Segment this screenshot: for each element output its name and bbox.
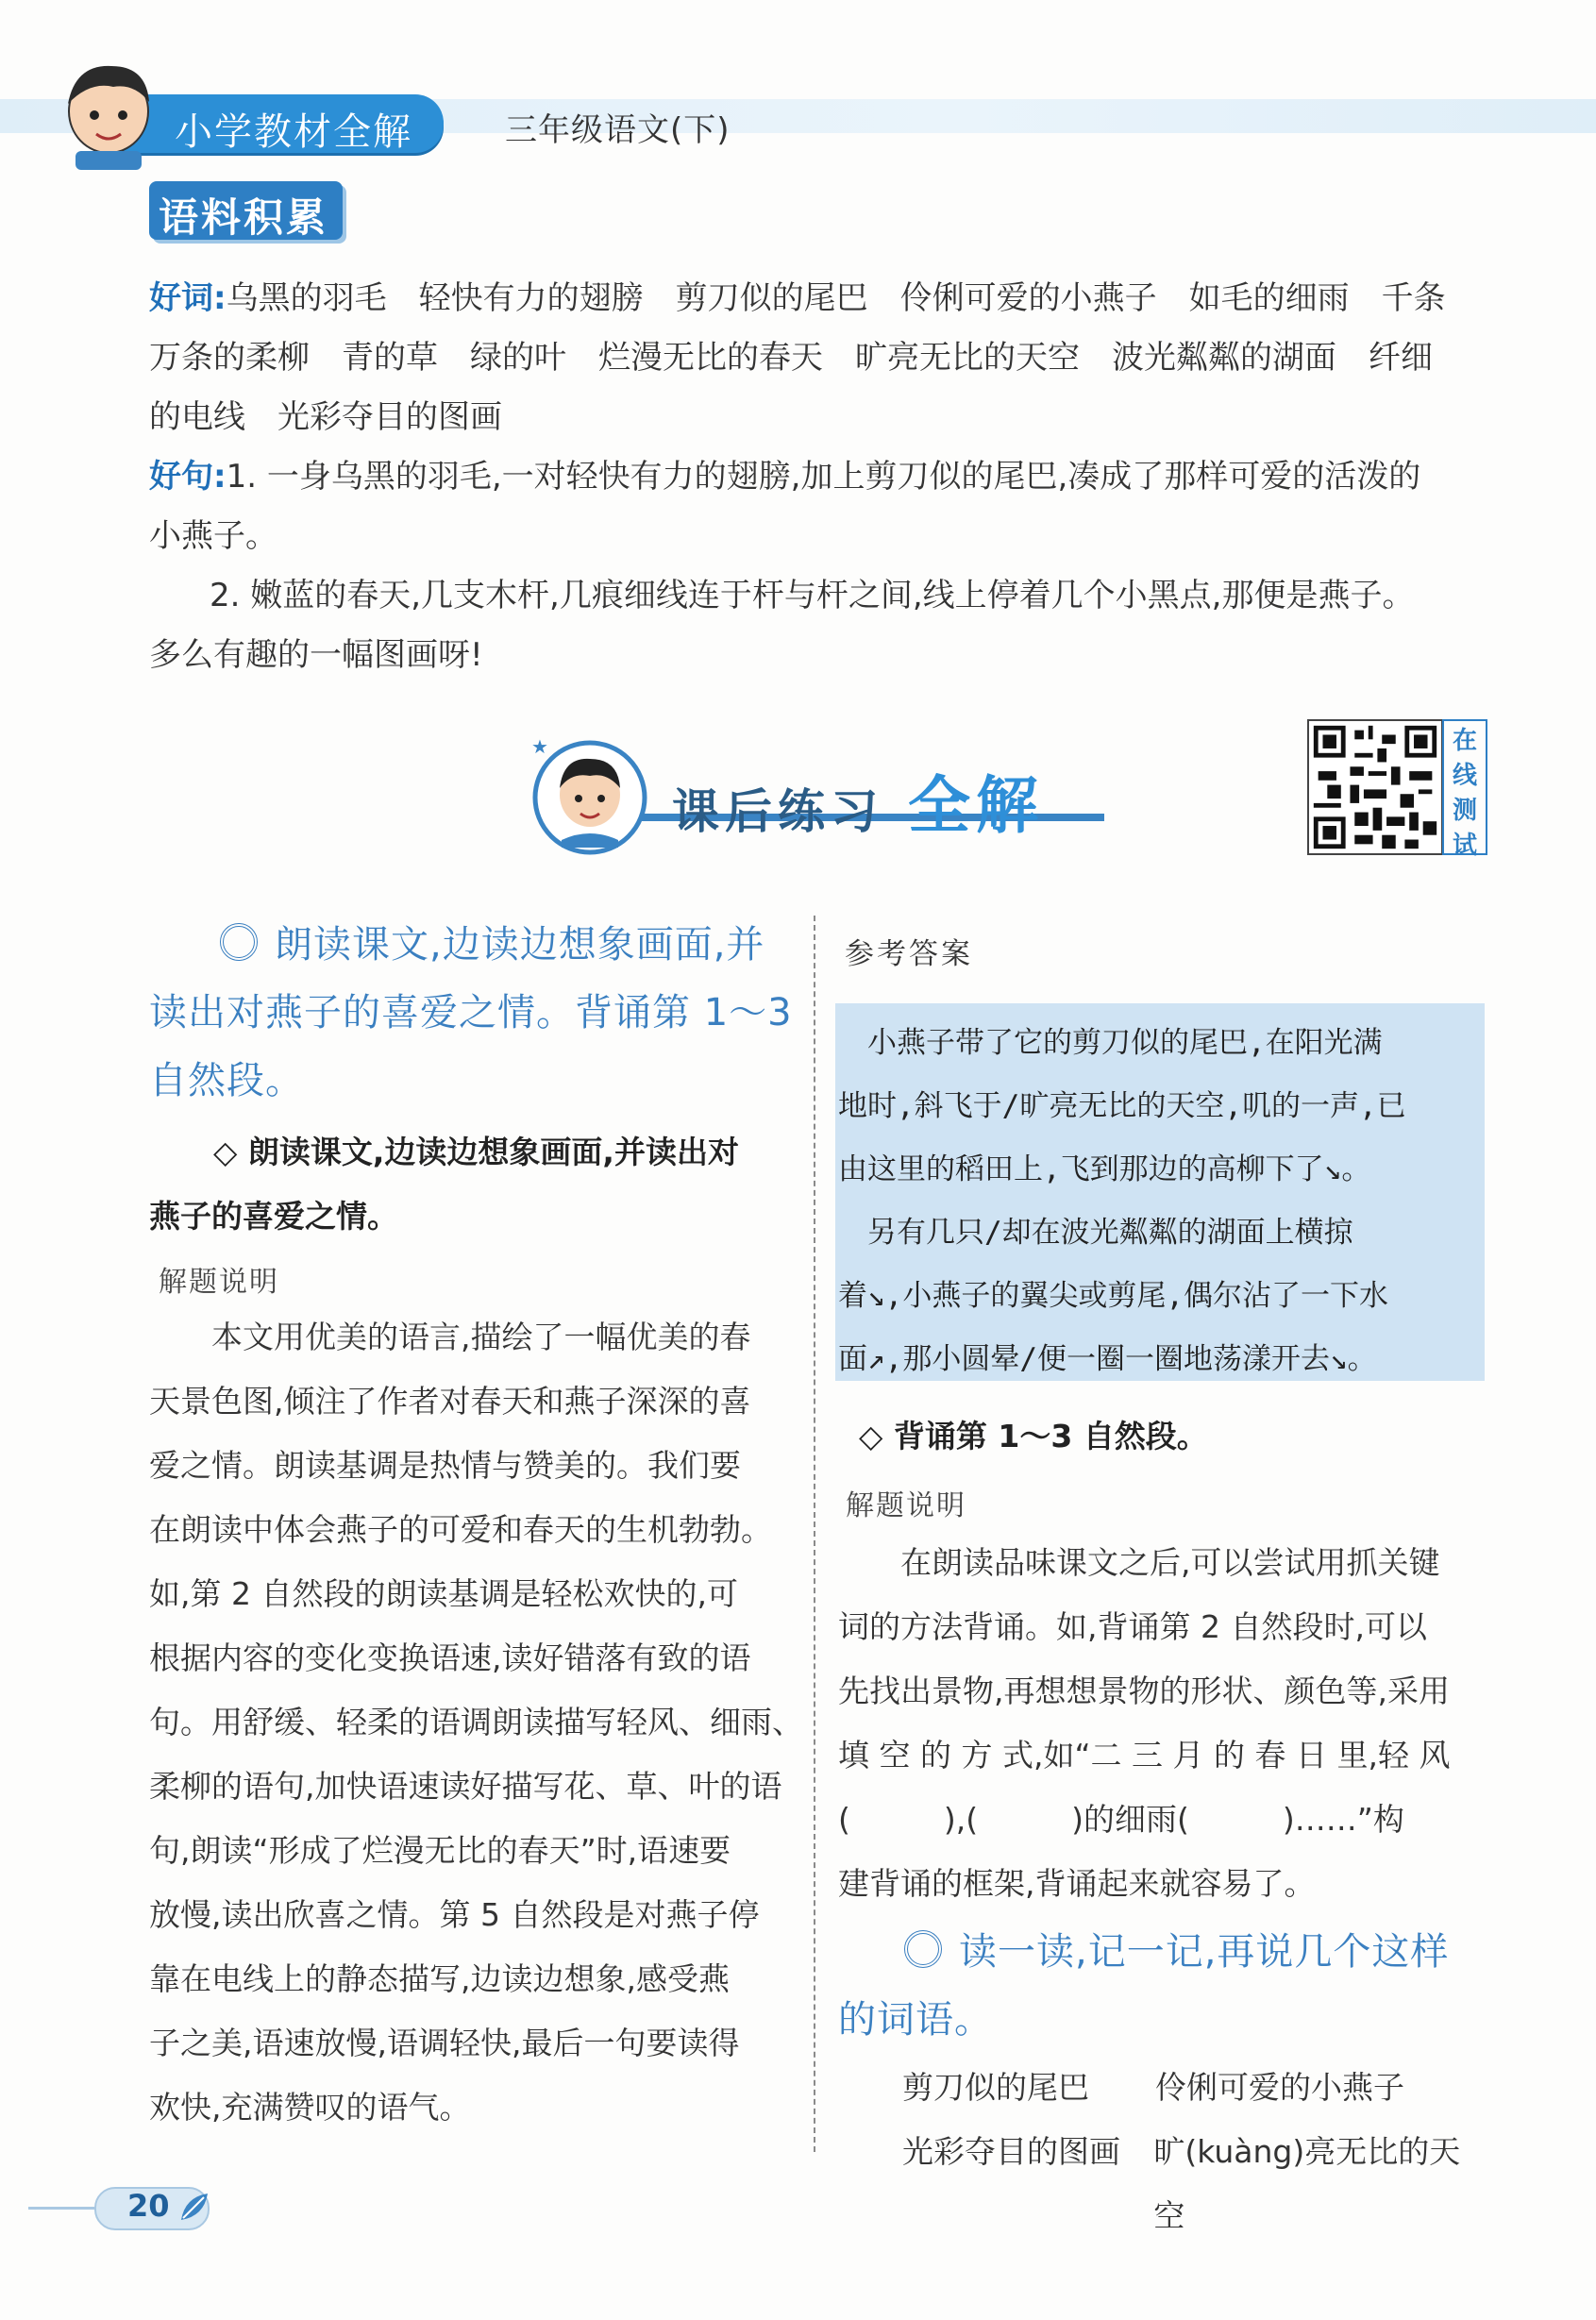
question-2-heading [838, 1918, 1489, 1986]
question-text: 的词语。 [838, 1998, 993, 2042]
svg-text:★: ★ [531, 736, 548, 758]
word-item: 光彩夺目的图画 [902, 2133, 1120, 2170]
explain-label: 解题说明 [846, 1489, 966, 1522]
explain-label: 解题说明 [159, 1266, 279, 1299]
left-column [149, 911, 810, 2140]
explanation-line: ( ),( )的细雨( )……”构 [838, 1801, 1404, 1838]
online-test-label[interactable] [1442, 719, 1487, 860]
explanation-line: 在朗读中体会燕子的可爱和春天的生机勃勃。 [149, 1511, 772, 1548]
sentence-text: 多么有趣的一幅图画呀! [149, 636, 483, 674]
good-sentences-label: 好句: [149, 458, 227, 496]
sub-question: 燕子的喜爱之情。 [149, 1198, 398, 1235]
grade-title: 三年级语文(下) [505, 111, 731, 149]
answer-line: 面↗,那小圆晕/便一圈一圈地荡漾开去↘。 [838, 1342, 1377, 1376]
explanation-line: 欢快,充满赞叹的语气。 [149, 2089, 471, 2126]
qr-code-icon[interactable] [1307, 719, 1443, 855]
good-sentences-line [149, 447, 1489, 507]
answer-label: 参考答案 [845, 937, 973, 971]
sentence-text: 2. 嫩蓝的春天,几支木杆,几痕细线连于杆与杆之间,线上停着几个小黑点,那便是燕子。 [210, 577, 1415, 614]
answer-text-block [838, 1012, 1489, 1391]
good-words-line [149, 269, 1489, 328]
word-row [838, 2056, 1489, 2120]
sentence-text: 小燕子。 [149, 517, 277, 555]
answer-line: 小燕子带了它的剪刀似的尾巴,在阳光满 [838, 1026, 1383, 1060]
right-column [838, 1404, 1489, 2248]
word-item: 剪刀似的尾巴 [902, 2069, 1089, 2106]
answer-line: 另有几只/却在波光粼粼的湖面上横掠 [838, 1216, 1353, 1250]
explanation-line: 放慢,读出欣喜之情。第 5 自然段是对燕子停 [149, 1896, 760, 1933]
explanation-line: 建背诵的框架,背诵起来就容易了。 [838, 1865, 1316, 1902]
word-item: 伶俐可爱的小燕子 [1155, 2069, 1404, 2106]
word-item: 旷(kuàng)亮无比的天空 [1153, 2133, 1461, 2234]
online-test-char: 试 [1452, 832, 1477, 860]
good-words-text: 乌黑的羽毛 轻快有力的翅膀 剪刀似的尾巴 伶俐可爱的小燕子 如毛的细雨 千条 [226, 279, 1446, 317]
explanation-line: 句,朗读“形成了烂漫无比的春天”时,语速要 [149, 1832, 731, 1869]
online-test-char: 在 [1452, 727, 1477, 755]
explanation-line: 句。用舒缓、轻柔的语调朗读描写轻风、细雨、 [149, 1704, 803, 1740]
exercise-title: 课后练习 [672, 784, 883, 839]
mascot-icon [47, 57, 170, 170]
question-text: 自然段。 [149, 1059, 304, 1102]
explanation-line: 根据内容的变化变换语速,读好错落有致的语 [149, 1639, 751, 1676]
question-text: 读一读,记一记,再说几个这样 [959, 1930, 1450, 1974]
online-test-char: 线 [1452, 762, 1477, 790]
explanation-line: 在朗读品味课文之后,可以尝试用抓关键 [838, 1544, 1440, 1581]
good-words-line: 的电线 光彩夺目的图画 [149, 398, 502, 436]
boy-avatar-icon [524, 736, 656, 859]
leaf-icon [177, 2190, 211, 2224]
question-text: 朗读课文,边读边想象画面,并 [275, 923, 765, 967]
online-test-char: 测 [1452, 797, 1477, 825]
answer-line: 由这里的稻田上,飞到那边的高柳下了↘。 [838, 1152, 1371, 1186]
explanation-line: 子之美,语速放慢,语调轻快,最后一句要读得 [149, 2025, 740, 2061]
explanation-line: 如,第 2 自然段的朗读基调是轻松欢快的,可 [149, 1575, 738, 1612]
word-row [838, 2120, 1489, 2248]
column-divider [814, 916, 815, 2152]
sentence-text: 1. 一身乌黑的羽毛,一对轻快有力的翅膀,加上剪刀似的尾巴,凑成了那样可爱的活泼的 [226, 458, 1421, 496]
explanation-line: 爱之情。朗读基调是热情与赞美的。我们要 [149, 1447, 741, 1484]
question-marker-icon [904, 1930, 942, 1968]
answer-line: 着↘,小燕子的翼尖或剪尾,偶尔沾了一下水 [838, 1279, 1388, 1313]
question-text: 读出对燕子的喜爱之情。背诵第 1～3 [149, 991, 793, 1034]
explanation-line: 先找出景物,再想想景物的形状、颜色等,采用 [838, 1673, 1450, 1709]
explanation-line: 天景色图,倾注了作者对春天和燕子深深的喜 [149, 1383, 751, 1420]
question-marker-icon [220, 923, 258, 961]
good-words-line: 万条的柔柳 青的草 绿的叶 烂漫无比的春天 旷亮无比的天空 波光粼粼的湖面 纤细 [149, 339, 1433, 377]
exercise-title-strong: 全解 [908, 769, 1044, 842]
answer-line: 地时,斜飞于/旷亮无比的天空,叽的一声,已 [838, 1089, 1406, 1123]
explanation-line: 本文用优美的语言,描绘了一幅优美的春 [149, 1319, 751, 1355]
question-1-heading [149, 911, 810, 979]
good-words-label: 好词: [149, 279, 227, 317]
explanation-line: 填 空 的 方 式,如“二 三 月 的 春 日 里,轻 风 [838, 1737, 1451, 1774]
footer-line [28, 2207, 94, 2210]
explanation-line: 词的方法背诵。如,背诵第 2 自然段时,可以 [838, 1608, 1427, 1645]
series-title: 小学教材全解 [175, 110, 412, 154]
page-number: 20 [127, 2188, 170, 2224]
sub-question: ◇ 背诵第 1～3 自然段。 [859, 1418, 1208, 1454]
explanation-line: 柔柳的语句,加快语速读好描写花、草、叶的语 [149, 1768, 782, 1805]
sub-question: ◇ 朗读课文,边读边想象画面,并读出对 [213, 1134, 739, 1170]
section-badge-label: 语料积累 [159, 194, 329, 241]
explanation-line: 靠在电线上的静态描写,边读边想象,感受燕 [149, 1960, 730, 1997]
